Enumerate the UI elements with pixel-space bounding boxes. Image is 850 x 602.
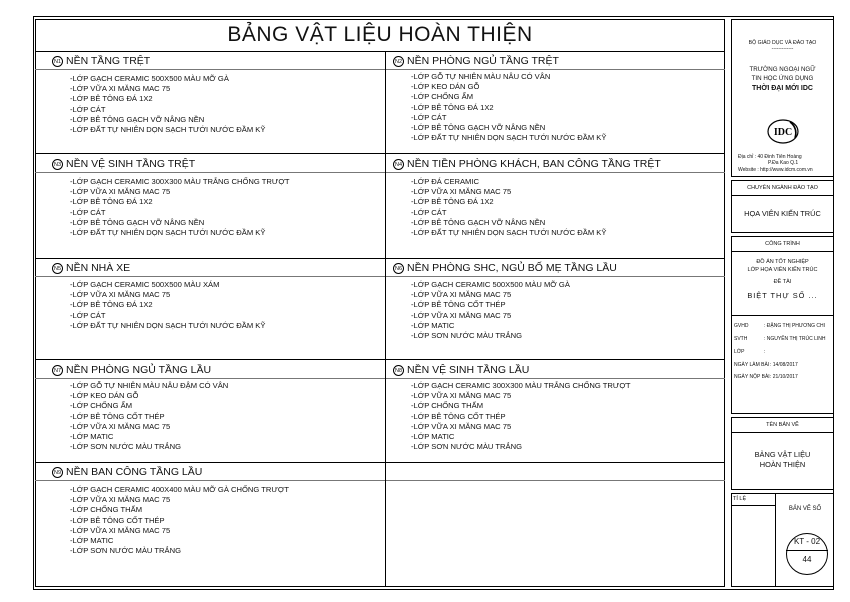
info-list [734,323,833,386]
divider [35,480,725,481]
major-block [731,180,834,233]
project-line1: ĐỒ ÁN TỐT NGHIỆP [756,259,809,265]
page-title: BẢNG VẬT LIỆU HOÀN THIỆN [227,23,533,46]
section-title: NỀN BAN CÔNG TẦNG LẦU [66,466,203,478]
divider [35,462,725,463]
layer-item: -LỚP GẠCH CERAMIC 500X500 MÀU MỠ GÀ [411,280,570,289]
section-title: NỀN PHÒNG NGỦ TẦNG TRỆT [407,55,559,67]
date-made-value: : 14/08/2017 [770,362,798,368]
layer-item: -LỚP BÊ TÔNG CỐT THÉP [411,411,506,421]
sheet-circle-divider [786,550,828,551]
layer-item: -LỚP BÊ TÔNG GẠCH VỠ NÂNG NỀN [411,217,546,227]
layer-item: -LỚP BÊ TÔNG CỐT THÉP [70,515,165,525]
logo-text: IDC [773,127,793,138]
layer-item: -LỚP CÁT [411,207,447,217]
layer-item: -LỚP VỮA XI MĂNG MAC 75 [70,525,171,535]
layer-item: -LỚP BÊ TÔNG ĐÁ 1X2 [70,94,153,104]
layer-item: -LỚP GẠCH CERAMIC 500X500 MÀU XÁM [70,280,220,289]
date-submit-value: : 21/10/2017 [770,374,798,380]
layer-item: -LỚP CÁT [70,310,106,320]
layer-item: -LỚP SƠN NƯỚC MÀU TRẮNG [70,546,181,556]
layer-item: -LỚP SƠN NƯỚC MÀU TRẮNG [70,442,181,452]
layer-item: -LỚP ĐÁ CERAMIC [411,177,479,186]
layer-item: -LỚP BÊ TÔNG ĐÁ 1X2 [411,102,494,112]
section-title: NỀN TIỀN PHÒNG KHÁCH, BAN CÔNG TẦNG TRỆT [407,158,661,170]
project-label: CÔNG TRÌNH [765,241,800,247]
layer-item: -LỚP VỮA XI MĂNG MAC 75 [70,421,171,431]
topic-value: BIỆT THỰ SỐ ... [747,291,818,300]
layer-item: -LỚP VỮA XI MĂNG MAC 75 [411,421,512,431]
gvhd-value: : ĐẶNG THỊ PHƯƠNG CHI [764,323,825,329]
section-title: NỀN VỆ SINH TẦNG TRỆT [66,158,196,170]
layer-item: -LỚP CHỐNG ẨM [411,92,474,102]
layer-item: -LỚP ĐẤT TỰ NHIÊN DỌN SẠCH TƯỚI NƯỚC ĐẦM KỸ [411,227,607,237]
layer-item: -LỚP VỮA XI MĂNG MAC 75 [70,290,171,300]
divider [35,51,725,52]
idc-logo [765,118,801,145]
address-line2: P.Đa Kao Q.1 [768,160,799,167]
school-name: THỜI ĐẠI MỚI IDC [752,85,813,92]
divider [35,378,725,379]
section-badge: N1 [52,56,63,67]
section-badge: N9 [52,467,63,478]
gvhd-label: GVHD [734,323,749,329]
layer-item: -LỚP ĐẤT TỰ NHIÊN DỌN SẠCH TƯỚI NƯỚC ĐẦM KỸ [70,227,266,237]
school-address [738,154,833,173]
scale-label: TỈ LỆ [733,496,747,502]
layer-item: -LỚP MATIC [70,431,114,441]
section-badge: N6 [393,263,404,274]
layer-item: -LỚP KEO DÁN GỖ [70,391,139,401]
layer-item: -LỚP ĐẤT TỰ NHIÊN DỌN SẠCH TƯỚI NƯỚC ĐẦM KỸ [70,320,266,330]
section-badge: N8 [393,365,404,376]
layer-item: -LỚP CÁT [70,104,106,114]
scale-divider [731,505,775,506]
divider [35,69,725,70]
layer-item: -LỚP VỮA XI MĂNG MAC 75 [411,187,512,197]
class-label: LỚP [734,349,745,355]
layer-item: -LỚP VỮA XI MĂNG MAC 75 [411,391,512,401]
layer-item: -LỚP MATIC [70,535,114,545]
section-title: NỀN VỆ SINH TẦNG LẦU [407,364,530,376]
layer-item: -LỚP VỮA XI MĂNG MAC 75 [70,84,171,94]
layer-item: -LỚP BÊ TÔNG GẠCH VỠ NÂNG NỀN [411,122,546,132]
layer-item: -LỚP VỮA XI MĂNG MAC 75 [70,495,171,505]
date-submit-label: NGÀY NỘP BÀI [734,374,770,380]
svth-label: SVTH [734,336,748,342]
layer-item: -LỚP SƠN NƯỚC MÀU TRẮNG [411,442,522,452]
school-line2: TIN HỌC ỨNG DỤNG [751,75,814,82]
section-title: NỀN TẦNG TRỆT [66,55,151,67]
layer-item: -LỚP GỖ TỰ NHIÊN MÀU NÂU CÓ VÂN [411,72,551,81]
sheet-number: 44 [802,555,812,564]
layer-item: -LỚP GẠCH CERAMIC 500X500 MÀU MỠ GÀ [70,74,229,83]
major-label: CHUYÊN NGÀNH ĐÀO TẠO [747,185,818,191]
layer-item: -LỚP GẠCH CERAMIC 300X300 MÀU TRẮNG CHỐNG TRƯỢT [70,177,290,186]
drawing-name-line1: BẢNG VẬT LIỆU [754,450,811,459]
school-line1: TRƯỜNG NGOẠI NGỮ [749,66,816,73]
layer-item: -LỚP MATIC [411,320,455,330]
section-badge: N3 [52,159,63,170]
section-badge: N2 [393,56,404,67]
layer-item: -LỚP CHỐNG THẤM [70,505,143,515]
section-badge: N5 [52,263,63,274]
class-value: : [764,349,766,355]
divider [35,172,725,173]
section-title: NỀN PHÒNG NGỦ TẦNG LẦU [66,364,212,376]
sheet-no-label: BẢN VẼ SỐ [788,506,822,512]
layer-item: -LỚP BÊ TÔNG ĐÁ 1X2 [411,197,494,207]
section-badge: N4 [393,159,404,170]
project-block [731,236,834,414]
layer-item: -LỚP GẠCH CERAMIC 400X400 MÀU MỠ GÀ CHỐNG TRƯỢT [70,485,289,494]
major-value: HỌA VIÊN KIẾN TRÚC [744,209,821,218]
column-divider [385,51,386,587]
divider [35,258,725,259]
layer-item: -LỚP GỖ TỰ NHIÊN MÀU NÂU ĐẬM CÓ VÂN [70,381,229,390]
layer-item: -LỚP SƠN NƯỚC MÀU TRẮNG [411,330,522,340]
layer-item: -LỚP CHỐNG THẤM [411,401,484,411]
sheet-code: KT - 02 [793,537,821,546]
layer-item: -LỚP CHỐNG ẨM [70,401,133,411]
address-line1: : 40 Đinh Tiên Hoàng [754,154,802,160]
layer-item: -LỚP ĐẤT TỰ NHIÊN DỌN SẠCH TƯỚI NƯỚC ĐẦM KỸ [411,133,607,143]
section-title: NỀN NHÀ XE [66,262,131,274]
layer-item: -LỚP BÊ TÔNG CỐT THÉP [411,300,506,310]
divider [35,359,725,360]
layer-item: -LỚP BÊ TÔNG ĐÁ 1X2 [70,197,153,207]
layer-item: -LỚP VỮA XI MĂNG MAC 75 [411,290,512,300]
layer-item: -LỚP GẠCH CERAMIC 300X300 MÀU TRẮNG CHỐNG TRƯỢT [411,381,631,390]
ministry-name: BỘ GIÁO DỤC VÀ ĐÀO TẠO [748,40,817,46]
layer-item: -LỚP ĐẤT TỰ NHIÊN DỌN SẠCH TƯỚI NƯỚC ĐẦM KỸ [70,124,266,134]
section-title: NỀN PHÒNG SHC, NGỦ BỐ MẸ TẦNG LẦU [407,262,617,274]
address-label: Địa chỉ [738,154,754,160]
project-line2: LỚP HỌA VIÊN KIẾN TRÚC [747,267,818,273]
topic-label: ĐỀ TÀI [773,279,792,285]
layer-item: -LỚP BÊ TÔNG GẠCH VỠ NÂNG NỀN [70,217,205,227]
divider [35,276,725,277]
svth-value: : NGUYỄN THỊ TRÚC LINH [764,336,826,342]
layer-item: -LỚP CÁT [70,207,106,217]
drawing-name-block [731,417,834,490]
layer-item: -LỚP KEO DÁN GỖ [411,82,480,92]
layer-item: -LỚP BÊ TÔNG CỐT THÉP [70,411,165,421]
drawing-name-label: TÊN BẢN VẼ [766,422,799,428]
layer-item: -LỚP BÊ TÔNG ĐÁ 1X2 [70,300,153,310]
section-badge: N7 [52,365,63,376]
layer-item: -LỚP VỮA XI MĂNG MAC 75 [70,187,171,197]
drawing-name-line2: HOÀN THIỆN [759,460,806,469]
layer-item: -LỚP CÁT [411,112,447,122]
website: Website : http://www.idcm.com.vn [738,166,813,173]
divider [35,153,725,154]
layer-item: -LỚP MATIC [411,431,455,441]
layer-item: -LỚP BÊ TÔNG GẠCH VỠ NÂNG NỀN [70,114,205,124]
layer-item: -LỚP VỮA XI MĂNG MAC 75 [411,310,512,320]
date-made-label: NGÀY LÀM BÀI [734,362,770,368]
ministry-ornament: ------------- [771,46,794,52]
